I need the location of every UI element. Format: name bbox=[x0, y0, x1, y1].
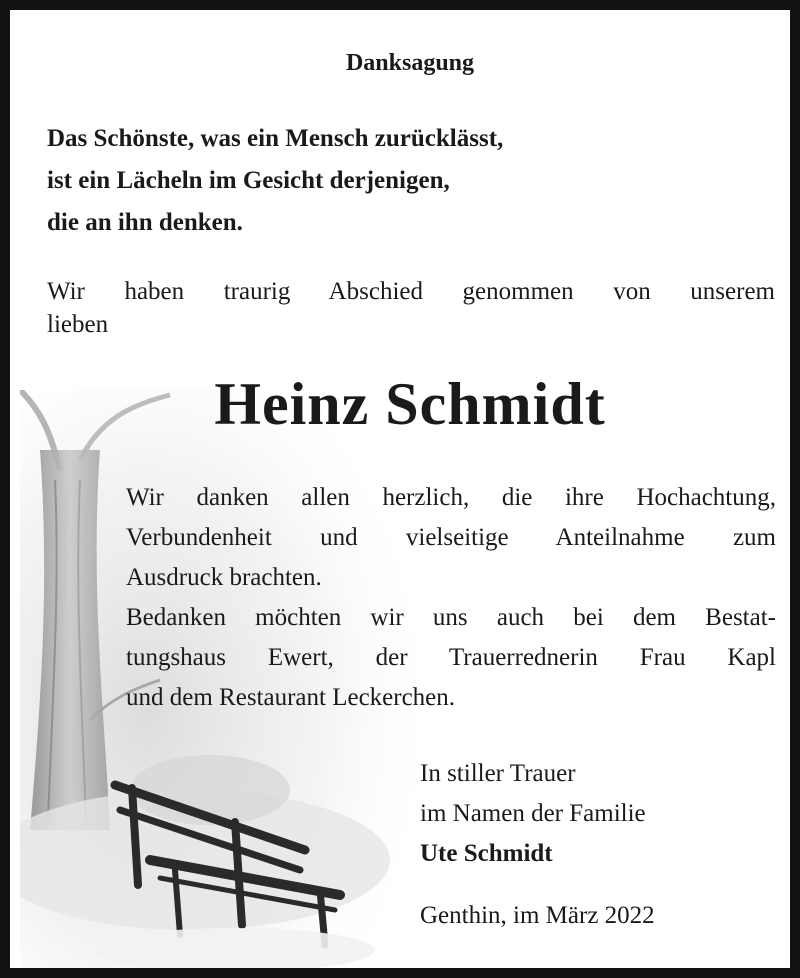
deceased-name: Heinz Schmidt bbox=[214, 371, 606, 437]
signature-block bbox=[420, 754, 646, 874]
signer-name: Ute Schmidt bbox=[420, 840, 553, 867]
quote-line: ist ein Lächeln im Gesicht derjenigen, bbox=[47, 167, 450, 194]
quote-line: Das Schönste, was ein Mensch zurücklässt, bbox=[47, 125, 504, 152]
thanks-line: Wir danken allen herzlich, die ihre Hochachtung, bbox=[126, 484, 776, 511]
thanks-line: Bedanken möchten wir uns auch bei dem Bestat- bbox=[126, 604, 776, 631]
thanks-line: Verbundenheit und vielseitige Anteilnahme zum bbox=[126, 524, 776, 551]
signature-line: im Namen der Familie bbox=[420, 800, 646, 827]
memorial-quote bbox=[47, 118, 503, 244]
place-and-date: Genthin, im März 2022 bbox=[420, 902, 655, 929]
notice-title: Danksagung bbox=[345, 50, 475, 76]
thanks-text bbox=[126, 478, 776, 718]
thanks-line: und dem Restaurant Leckerchen. bbox=[126, 684, 456, 711]
thanks-line: Ausdruck brachten. bbox=[126, 564, 322, 591]
intro-line: Wir haben traurig Abschied genommen von unserem bbox=[47, 278, 775, 305]
intro-text bbox=[47, 275, 775, 341]
thanks-line: tungshaus Ewert, der Trauerrednerin Frau Kapl bbox=[126, 644, 776, 671]
signature-line: In stiller Trauer bbox=[420, 760, 576, 787]
quote-line: die an ihn denken. bbox=[47, 209, 243, 236]
intro-line: lieben bbox=[47, 311, 109, 338]
